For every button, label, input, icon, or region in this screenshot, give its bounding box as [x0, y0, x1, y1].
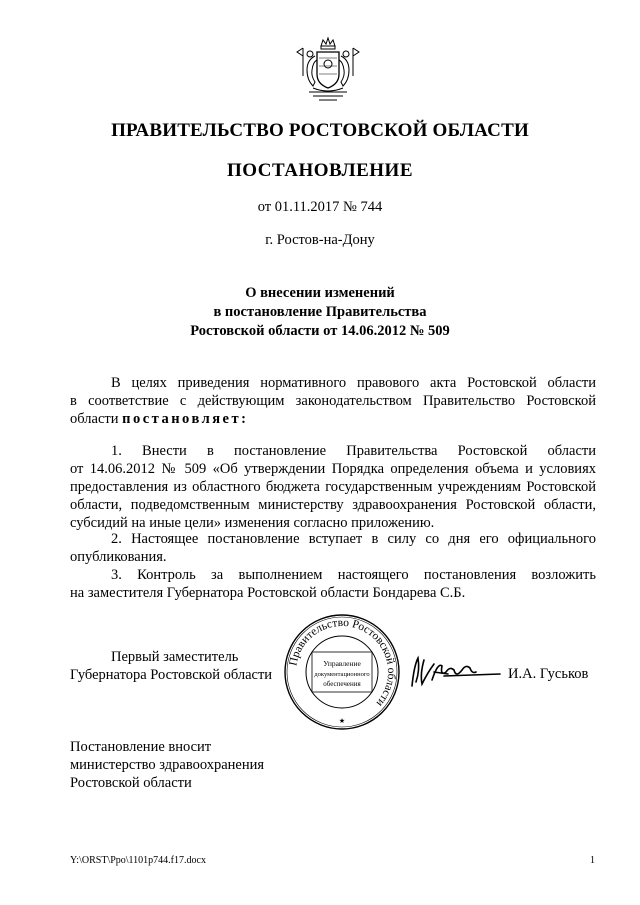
- signer-name: И.А. Гуськов: [508, 666, 589, 682]
- signer-position: [70, 648, 272, 684]
- footer-file-path: Y:\ORST\Ppo\1101p744.f17.docx: [70, 855, 206, 866]
- subject-line: в постановление Правительства: [213, 304, 427, 320]
- resolves-word: постановляет:: [122, 411, 249, 427]
- submitted-by: [70, 738, 264, 792]
- document-subject: [0, 284, 640, 341]
- official-seal: [282, 612, 402, 732]
- item-line: на заместителя Губернатора Ростовской области Бондарева С.Б.: [70, 585, 466, 601]
- seal-star-icon: ★: [338, 717, 346, 725]
- preamble-line: в соответствие с действующим законодательством Правительство Ростовской: [70, 393, 596, 409]
- page-number: 1: [590, 855, 595, 866]
- document-type: ПОСТАНОВЛЕНИЕ: [226, 160, 414, 181]
- preamble-line-start: области: [70, 411, 123, 427]
- signer-position-line: Первый заместитель: [111, 649, 239, 665]
- subject-line: О внесении изменений: [245, 285, 395, 301]
- item-line: субсидий на иные цели» изменения согласно приложению.: [70, 515, 435, 531]
- seal-center-line: Управление: [323, 659, 361, 668]
- submitter-line: Ростовской области: [70, 775, 192, 791]
- item-line: 3. Контроль за выполнением настоящего постановления возложить: [111, 567, 596, 583]
- rostov-oblast-coat-of-arms-icon: [295, 36, 361, 106]
- government-title: ПРАВИТЕЛЬСТВО РОСТОВСКОЙ ОБЛАСТИ: [111, 120, 529, 141]
- preamble-line: [70, 410, 596, 428]
- seal-ring-text: Правительство Ростовской области: [287, 616, 398, 709]
- signer-position-line: Губернатора Ростовской области: [70, 667, 273, 683]
- resolution-item-1: [70, 442, 596, 532]
- preamble: [70, 374, 596, 428]
- item-line: области, подведомственным министерству здравоохранения Ростовской области,: [70, 497, 596, 513]
- submitter-line: министерство здравоохранения: [70, 757, 265, 773]
- item-line: 1. Внести в постановление Правительства Ростовской области: [111, 443, 596, 459]
- date-and-number: от 01.11.2017 № 744: [257, 199, 383, 215]
- item-line: от 14.06.2012 № 509 «Об утверждении Порядка определения объема и условиях: [70, 461, 596, 477]
- resolution-item-3: [70, 566, 596, 602]
- city: г. Ростов-на-Дону: [265, 232, 375, 248]
- item-line: опубликования.: [70, 549, 167, 565]
- handwritten-signature: [404, 652, 504, 692]
- seal-center-line: документационного: [314, 671, 370, 678]
- preamble-line: В целях приведения нормативного правового акта Ростовской области: [111, 375, 596, 391]
- resolution-item-2: [70, 530, 596, 566]
- item-line: предоставления из областного бюджета государственным учреждениям Ростовской: [70, 479, 596, 495]
- submitter-line: Постановление вносит: [70, 739, 212, 755]
- subject-line: Ростовской области от 14.06.2012 № 509: [190, 323, 450, 339]
- item-line: 2. Настоящее постановление вступает в силу со дня его официального: [111, 531, 596, 547]
- seal-center-line: обеспечения: [323, 680, 361, 688]
